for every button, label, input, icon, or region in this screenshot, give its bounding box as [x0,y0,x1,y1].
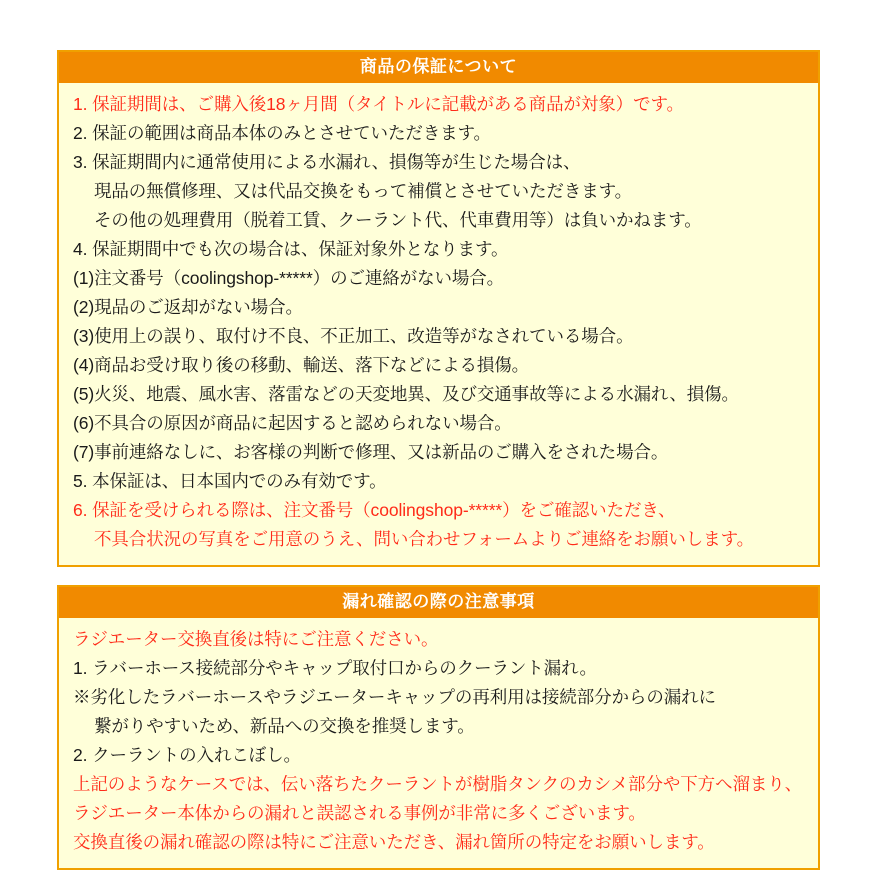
warranty-line: (3)使用上の誤り、取付け不良、不正加工、改造等がなされている場合。 [73,326,634,347]
leak-check-line: 2. クーラントの入れこぼし。 [73,745,301,766]
warranty-line: (2)現品のご返却がない場合。 [73,297,303,318]
warranty-line: 不具合状況の写真をご用意のうえ、問い合わせフォームよりご連絡をお願いします。 [94,528,754,549]
leak-check-line: 上記のようなケースでは、伝い落ちたクーラントが樹脂タンクのカシメ部分や下方へ溜まり、 [73,774,803,795]
warranty-panel-title: 商品の保証について [59,52,818,83]
warranty-panel-body [59,83,818,564]
leak-check-line: ラジエーター本体からの漏れと誤認される事例が非常に多くございます。 [73,803,646,824]
warranty-line: 4. 保証期間中でも次の場合は、保証対象外となります。 [73,239,509,260]
warranty-line: 2. 保証の範囲は商品本体のみとさせていただきます。 [73,123,491,144]
leak-check-line: ※劣化したラバーホースやラジエーターキャップの再利用は接続部分からの漏れに [73,687,716,708]
warranty-line: 5. 本保証は、日本国内でのみ有効です。 [73,470,387,491]
warranty-line: 3. 保証期間内に通常使用による水漏れ、損傷等が生じた場合は、 [73,152,581,173]
leak-check-line: 繋がりやすいため、新品への交換を推奨します。 [94,716,475,737]
leak-check-panel-body [59,618,818,868]
warranty-line: (4)商品お受け取り後の移動、輸送、落下などによる損傷。 [73,354,530,375]
warranty-line: (7)事前連絡なしに、お客様の判断で修理、又は新品のご購入をされた場合。 [73,441,669,462]
leak-check-line: 1. ラバーホース接続部分やキャップ取付口からのクーラント漏れ。 [73,658,597,679]
leak-check-line: 交換直後の漏れ確認の際は特にご注意いただき、漏れ箇所の特定をお願いします。 [73,832,715,853]
warranty-line: (5)火災、地震、風水害、落雷などの天変地異、及び交通事故等による水漏れ、損傷。 [73,383,739,404]
warranty-line: (1)注文番号（coolingshop-*****）のご連絡がない場合。 [73,268,505,289]
warranty-line: 現品の無償修理、又は代品交換をもって補償とさせていただきます。 [94,181,632,202]
warranty-line: 1. 保証期間は、ご購入後18ヶ月間（タイトルに記載がある商品が対象）です。 [73,94,684,115]
warranty-panel [57,50,820,567]
leak-check-panel [57,585,820,870]
leak-check-line: ラジエーター交換直後は特にご注意ください。 [73,629,439,650]
warranty-line: その他の処理費用（脱着工賃、クーラント代、代車費用等）は負いかねます。 [94,210,702,231]
warranty-line: (6)不具合の原因が商品に起因すると認められない場合。 [73,412,512,433]
warranty-line: 6. 保証を受けられる際は、注文番号（coolingshop-*****）をご確認いただき、 [73,499,676,520]
leak-check-panel-title: 漏れ確認の際の注意事項 [59,587,818,618]
